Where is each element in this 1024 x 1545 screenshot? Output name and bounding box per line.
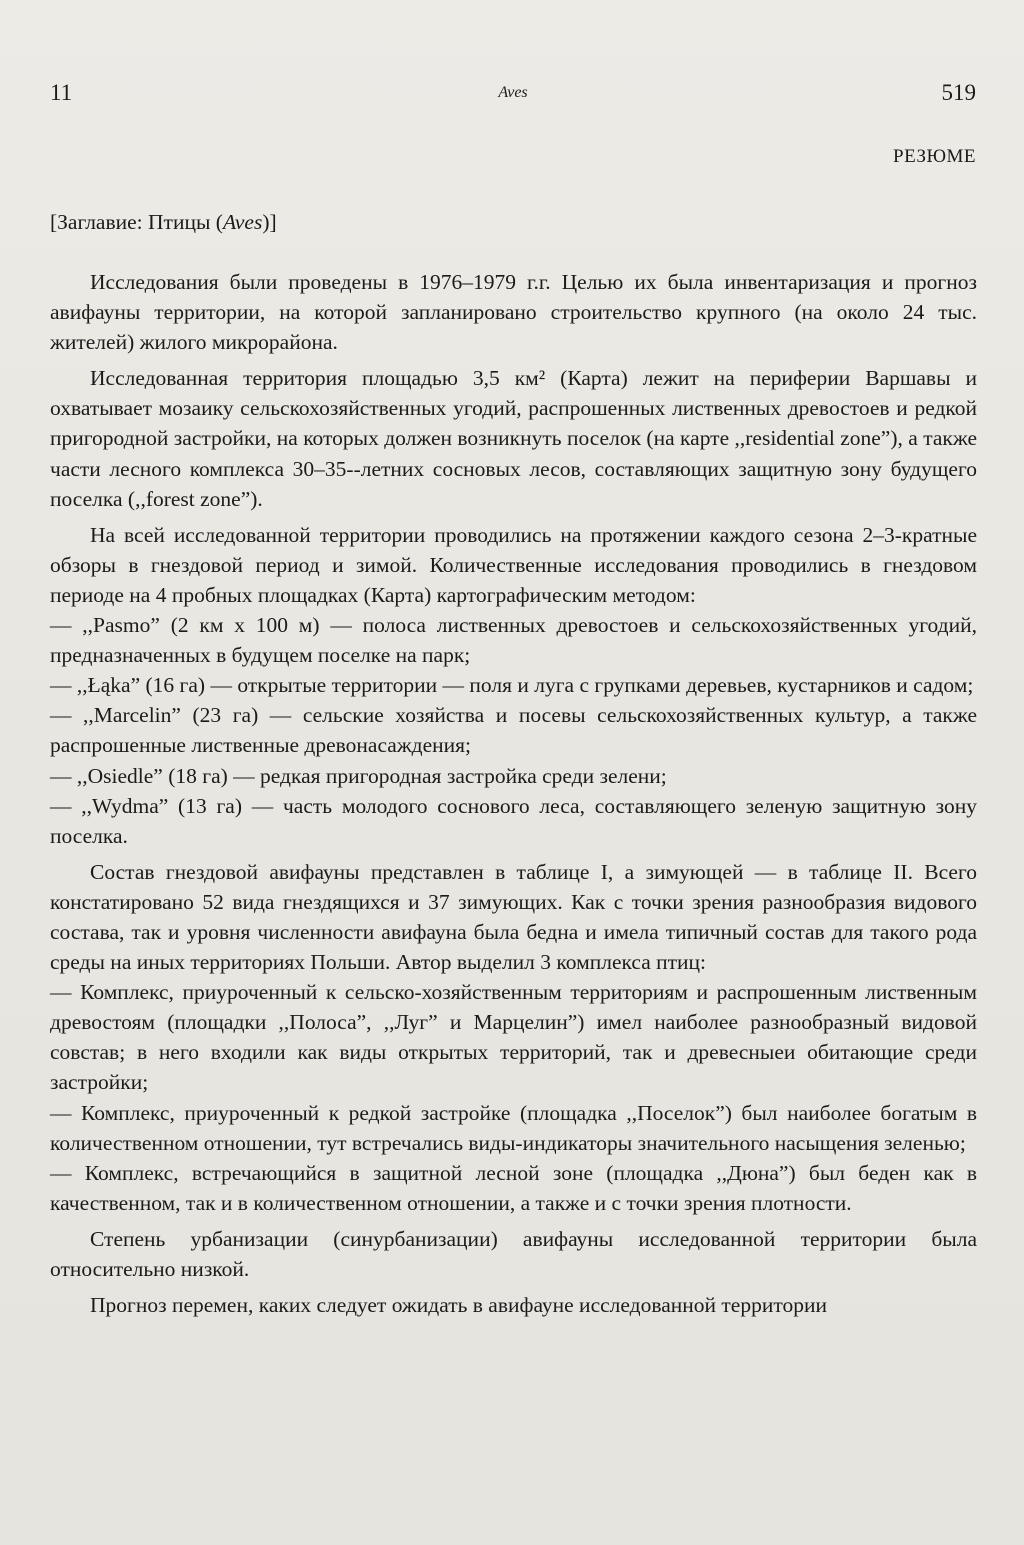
journal-title: Aves: [498, 84, 528, 101]
summary-heading: РЕЗЮМЕ: [893, 146, 976, 167]
paragraph-urbanization: Степень урбанизации (синурбанизации) авифауны исследованной территории была относительно низкой.: [50, 1226, 977, 1281]
plot-item-laka: — ,,Łąka” (16 га) — открытые территории — поля и луга с групками деревьев, кустарников и садом;: [50, 673, 974, 698]
paragraph-methods: На всей исследованной территории проводились на протяжении каждого сезона 2–3-кратные обзоры в гнездовой период и зимой. Количественные исследования проводились в гнездовом периоде на 4 пробных площадках (Карта) картографическим методом:: [50, 522, 977, 607]
translated-title: [50, 210, 277, 235]
complex-item-forest: — Комплекс, встречающийся в защитной лесной зоне (площадка ,,Дюна”) был беден как в качественном, так и в количественном отношении, а также и с точки зрения плотности.: [50, 1160, 977, 1215]
summary-body: [50, 267, 977, 1326]
paragraph-study-area: Исследованная территория площадью 3,5 км² (Карта) лежит на периферии Варшавы и охватывает мозаику сельскохозяйственных угодий, распрошенных лиственных древостоев и редкой пригородной застройки, на которых должен возникнуть поселок (на карте ,,residential zone”), а также части лесного комплекса 30–35--летних сосновых лесов, составляющих защитную зону будущего поселка (,,forest zone”).: [50, 366, 977, 511]
plot-item-wydma: — ,,Wydma” (13 га) — часть молодого соснового леса, составляющего зеленую защитную зону поселка.: [50, 793, 977, 848]
translated-title-suffix: )]: [262, 210, 277, 234]
plot-item-pasmo: — ,,Pasmo” (2 км x 100 м) — полоса лиственных древостоев и сельскохозяйственных угодий, предназначенных в будущем поселке на парк;: [50, 613, 977, 668]
plot-item-osiedle: — ,,Osiedle” (18 га) — редкая пригородная застройка среди зелени;: [50, 763, 667, 788]
complex-item-agricultural: — Комплекс, приуроченный к сельско-хозяйственным территориям и распрошенным лиственным древостоям (площадки ,,Полоса”, ,,Луг” и Марцелин”) имел наиболее разнообразный видовой совстав; в него входили как виды открытых территорий, так и древесныеи обитающие среди застройки;: [50, 980, 977, 1095]
left-page-number: 11: [50, 80, 73, 105]
paragraph-composition: Состав гнездовой авифауны представлен в таблице I, а зимующей — в таблице II. Всего констатировано 52 вида гнездящихся и 37 зимующих. Как с точки зрения разнообразия видового состава, так и уровня численности авифауна была бедна и имела типичный состав для такого рода среды на иных территориях Польши. Автор выделил 3 комплекса птиц:: [50, 859, 977, 975]
translated-title-prefix: [Заглавие: Птицы (: [50, 210, 223, 234]
complex-item-settlement: — Комплекс, приуроченный к редкой застройке (площадка ,,Поселок”) был наиболее богатым в количественном отношении, тут встречались виды-индикаторы значительного насыщения зеленью;: [50, 1100, 977, 1155]
paragraph-aim: Исследования были проведены в 1976–1979 г.г. Целью их была инвентаризация и прогноз авифауны территории, на которой запланировано строительство крупного (на около 24 тыс. жителей) жилого микрорайона.: [50, 270, 977, 355]
translated-title-latin: Aves: [222, 210, 263, 234]
plot-item-marcelin: — ,,Marcelin” (23 га) — сельские хозяйства и посевы сельскохозяйственных культур, а также распрошенные лиственные древонасаждения;: [50, 703, 977, 758]
right-page-number: 519: [941, 80, 976, 105]
running-header: [50, 80, 976, 112]
paragraph-forecast: Прогноз перемен, каких следует ожидать в авифауне исследованной территории: [90, 1293, 827, 1318]
